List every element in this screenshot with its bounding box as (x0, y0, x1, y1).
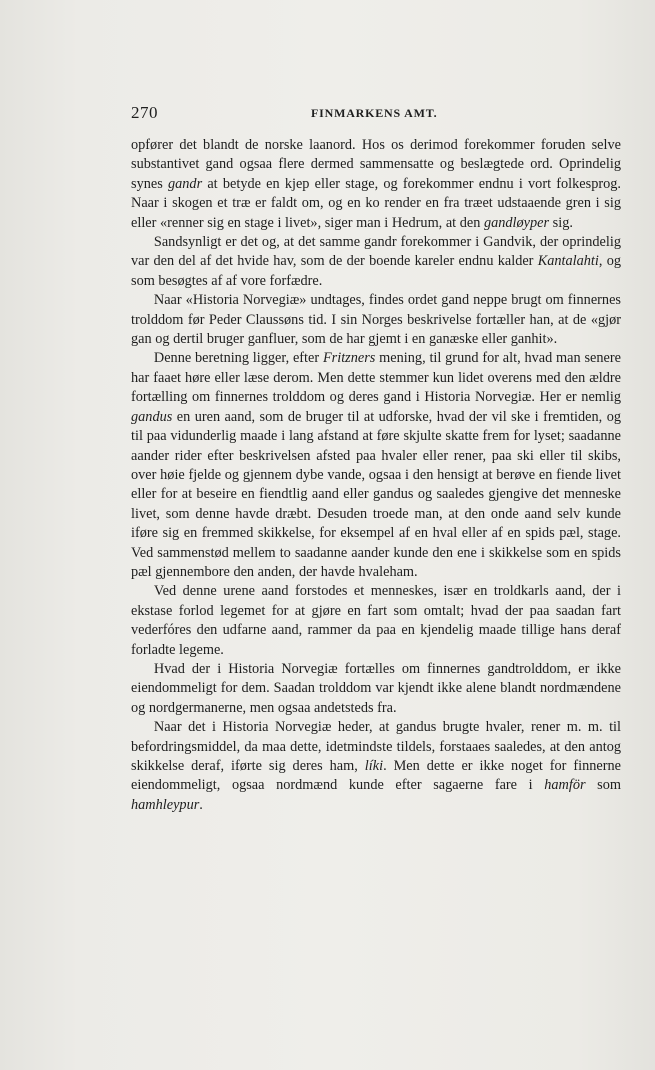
italic-term: gandløyper (483, 214, 550, 231)
page-number: 270 (131, 103, 158, 122)
italic-term: hamhleypur (131, 796, 200, 813)
paragraph (131, 718, 621, 815)
text-run: Sandsynligt er det og, at det samme gandr forekommer i Gandvik, der oprindelig var den del af det hvide hav, som de der boende kareler endnu kalder (131, 234, 621, 270)
text-run: Denne beretning ligger, efter (153, 350, 323, 367)
text-run: opfører det blandt de norske laanord. Hos os derimod forekommer foruden selve substantivet gand ogsaa flere dermed sammensatte og beslægtede ord. Oprindelig synes (131, 137, 621, 192)
running-title: FINMARKENS AMT. (311, 106, 438, 120)
text-run: som (585, 777, 621, 794)
text-run: Hvad der i Historia Norvegiæ fortælles om finnernes gandtrolddom, er ikke eiendommeligt for dem. Saadan trolddom var kjendt ikke alene blandt nordmændene og nordgermanerne, men ogsaa andetsteds fra. (131, 660, 621, 716)
italic-term: líki (364, 758, 384, 774)
italic-term: gandr (167, 175, 203, 192)
paragraph (131, 660, 621, 718)
paragraph (131, 136, 621, 233)
paragraph (131, 233, 621, 291)
text-run: sig. (549, 214, 573, 231)
text-run: Naar det i Historia Norvegiæ heder, at gandus brugte hvaler, rener m. m. til befordringsmiddel, da maa dette, idetmindste tildels, forstaaes saaledes, at den antog skikkelse deraf, iførte sig deres ham, (131, 719, 621, 774)
text-run: Naar «Historia Norvegiæ» undtages, findes ordet gand neppe brugt om finnernes trolddom før Peder Claussøns tid. I sin Norges beskrivelse fortæller han, at de «gjør gan og dertil bruger ganfluer, som de har gjemt i en ganæske eller ganhit». (131, 292, 621, 348)
text-run: , og som besøgtes af af vore forfædre. (131, 253, 621, 289)
text-run: . Men dette er ikke noget for finnerne eiendommeligt, ogsaa nordmænd kunde efter sagaerne fare i (131, 758, 621, 794)
text-run: Ved denne urene aand forstodes et menneskes, især en troldkarls aand, der i ekstase forlod legemet for at gjøre en fart som omtalt; hvad der paa saadan fart vederfóres den udfarne aand, rammer da paa en kjendelig maade tillige hans deraf forladte legeme. (131, 583, 621, 658)
italic-term: hamför (544, 777, 586, 794)
text-run: at betyde en kjep eller stage, og forekommer endnu i vort folkesprog. Naar i skogen et træ er faldt om, og en ko render en fra træet udstaaende gren i sig eller «renner sig en stage i livet», siger man i Hedrum, at den (131, 175, 621, 231)
paragraph (131, 349, 621, 582)
italic-term: gandus (131, 408, 173, 425)
paragraph (131, 582, 621, 660)
italic-term: Fritzners (322, 350, 376, 367)
page-header (131, 100, 621, 126)
paragraph (131, 291, 621, 349)
text-run: mening, til grund for alt, hvad man senere har faaet høre eller læse derom. Men dette stemmer kun lidet overens med den ældre fortælling om finnernes trolddom og deres gand i Historia Norvegiæ. Her er nemlig (131, 350, 621, 406)
italic-term: Kantalahti (537, 253, 599, 270)
body-text (131, 136, 621, 815)
text-run: . (199, 796, 203, 813)
text-run: en uren aand, som de bruger til at udforske, hvad der vil ske i fremtiden, og til paa vidunderlig maade i lang afstand at føre skjulte skatte frem for lyset; saadanne aander rider efter beskrivelsen afsted paa hvaler eller rener, paa ski eller til skibs, over høie fjelde og gjennem dybe vande, ogsaa i den hensigt at berøve en fiende livet eller for at beseire en fiendtlig aand eller gandus og saaledes gjengive det menneske livet, som denne havde dræbt. Desuden troede man, at den onde aand selv kunde iføre sig en fremmed skikkelse, for eksempel af en hval eller af en spids pæl, stage. Ved sammenstød mellem to saadanne aander kunde den ene i skikkelse som en spids pæl gjennembore den anden, der havde hvaleham. (131, 408, 621, 580)
